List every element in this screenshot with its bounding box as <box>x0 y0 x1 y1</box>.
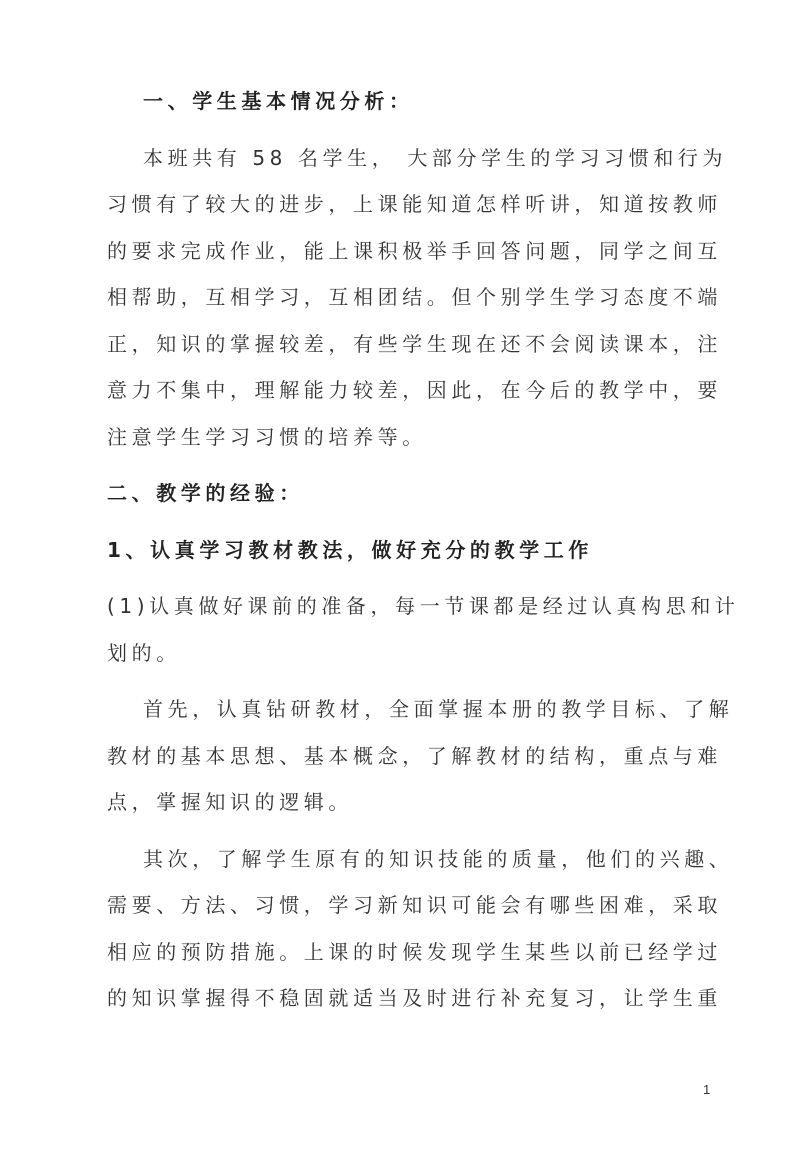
paragraph-3 <box>107 686 734 826</box>
subsection-heading-1: 1、认真学习教材教法，做好充分的教学工作 <box>107 537 593 562</box>
paragraph-line: 相帮助，互相学习，互相团结。但个别学生学习态度不端 <box>107 285 722 309</box>
paragraph-line: 教材的基本思想、基本概念，了解教材的结构，重点与难 <box>107 743 722 768</box>
paragraph-line: 本班共有 58 名学生， 大部分学生的学习习惯和行为 <box>143 145 728 170</box>
paragraph-4 <box>107 836 734 1022</box>
page-number: 1 <box>703 1082 711 1097</box>
section-heading-2: 二、教学的经验： <box>107 481 304 505</box>
paragraph-line: 划的。 <box>107 640 181 665</box>
section-heading-1: 一、学生基本情况分析： <box>143 89 414 113</box>
paragraph-line: 的要求完成作业，能上课积极举手回答问题，同学之间互 <box>107 238 722 263</box>
paragraph-line: 需要、方法、习惯，学习新知识可能会有哪些困难，采取 <box>107 893 722 917</box>
paragraph-1 <box>107 135 728 461</box>
paragraph-line: (1)认真做好课前的准备，每一节课都是经过认真构思和计 <box>107 594 740 618</box>
paragraph-line: 意力不集中，理解能力较差，因此，在今后的教学中，要 <box>107 378 722 402</box>
paragraph-line: 习惯有了较大的进步，上课能知道怎样听讲，知道按教师 <box>107 192 722 216</box>
document-body <box>107 78 740 1022</box>
paragraph-line: 其次，了解学生原有的知识技能的质量，他们的兴趣、 <box>143 846 734 871</box>
paragraph-line: 点，掌握知识的逻辑。 <box>107 790 353 814</box>
paragraph-line: 注意学生学习习惯的培养等。 <box>107 424 427 449</box>
paragraph-line: 的知识掌握得不稳固就适当及时进行补充复习，让学生重 <box>107 986 722 1010</box>
paragraph-line: 正，知识的掌握较差，有些学生现在还不会阅读课本，注 <box>107 331 722 356</box>
paragraph-line: 首先，认真钻研教材，全面掌握本册的教学目标、了解 <box>143 697 734 721</box>
paragraph-line: 相应的预防措施。上课的时候发现学生某些以前已经学过 <box>107 939 722 964</box>
paragraph-2 <box>107 583 740 676</box>
